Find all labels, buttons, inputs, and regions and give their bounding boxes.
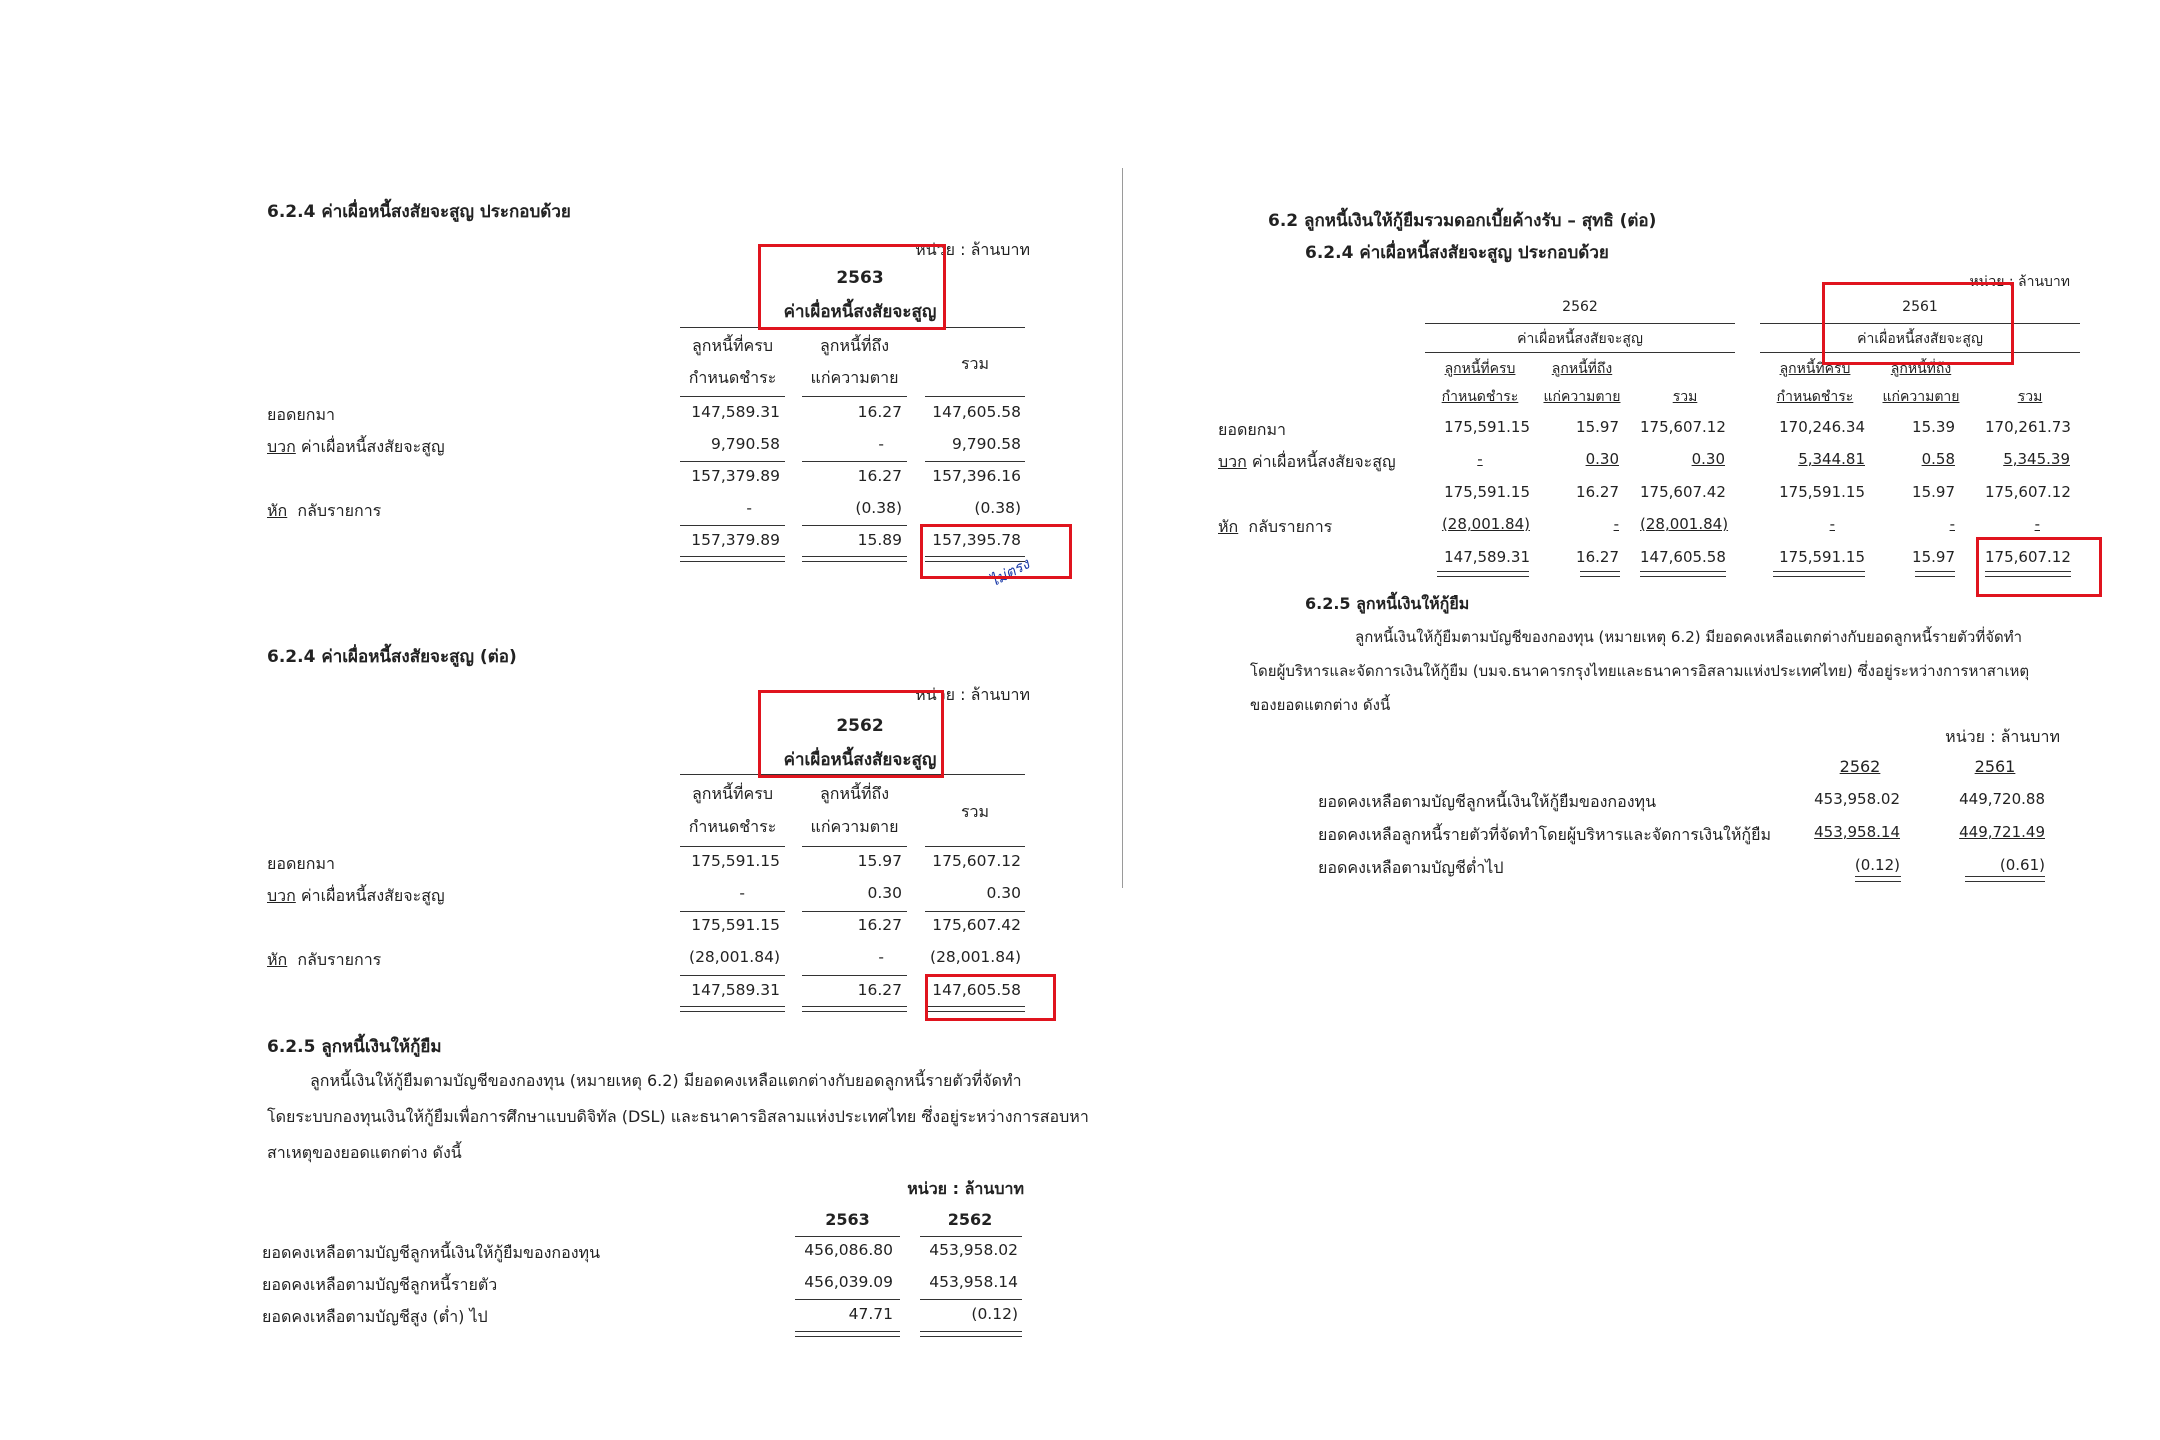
left-sec1-row3-c2: (0.38) bbox=[855, 499, 902, 517]
right-A-col3: รวม bbox=[1672, 389, 1698, 405]
left-sec3-row2-a: 47.71 bbox=[848, 1305, 893, 1323]
left-sec2-col1-line1: ลูกหนี้ที่ครบ bbox=[692, 784, 773, 803]
left-sec2-row1-label: บวก ค่าเผื่อหนี้สงสัยจะสูญ bbox=[267, 886, 445, 905]
left-sec1-heading: 6.2.4 ค่าเผื่อหนี้สงสัยจะสูญ ประกอบด้วย bbox=[267, 202, 571, 222]
right-sec3-row0-a: 453,958.02 bbox=[1814, 790, 1900, 808]
right-sec3-row2-label: ยอดคงเหลือตามบัญชีต่ำไป bbox=[1318, 858, 1504, 877]
right-row4-v4: 15.97 bbox=[1912, 548, 1955, 566]
right-sec3-unit: หน่วย : ล้านบาท bbox=[1945, 727, 2060, 746]
right-row2-v5: 175,607.12 bbox=[1985, 483, 2071, 501]
left-sec1-col2-line1: ลูกหนี้ที่ถึง bbox=[819, 336, 890, 355]
right-row1-v5: 5,345.39 bbox=[2003, 450, 2070, 468]
right-sec3-para-line3: ของยอดแตกต่าง ดังนี้ bbox=[1250, 696, 1391, 714]
left-sec3-row1-a: 456,039.09 bbox=[804, 1273, 893, 1291]
right-row1-label: บวก ค่าเผื่อหนี้สงสัยจะสูญ bbox=[1218, 452, 1396, 471]
right-B-col1-line1: ลูกหนี้ที่ครบ bbox=[1779, 361, 1851, 377]
right-sec3-para-line2: โดยผู้บริหารและจัดการเงินให้กู้ยืม (บมจ.ธนาคารกรุงไทยและธนาคารอิสลามแห่งประเทศไทย) ซึ่งอยู่ระหว่างการหาสาเหตุ bbox=[1250, 662, 2030, 680]
right-row2-v4: 15.97 bbox=[1912, 483, 1955, 501]
right-row1-v2: 0.30 bbox=[1691, 450, 1725, 468]
left-sec1-year: 2563 bbox=[836, 268, 884, 288]
right-row0-v5: 170,261.73 bbox=[1985, 418, 2071, 436]
right-sec3-row0-label: ยอดคงเหลือตามบัญชีลูกหนี้เงินให้กู้ยืมของกองทุน bbox=[1318, 792, 1657, 811]
right-sec3-year1: 2562 bbox=[1839, 757, 1881, 776]
right-row4-v5: 175,607.12 bbox=[1985, 548, 2071, 566]
left-sec2-row0-c1: 175,591.15 bbox=[691, 852, 780, 870]
right-B-col2-line1: ลูกหนี้ที่ถึง bbox=[1890, 361, 1952, 377]
right-groupA: ค่าเผื่อหนี้สงสัยจะสูญ bbox=[1517, 331, 1643, 347]
right-row0-v4: 15.39 bbox=[1912, 418, 1955, 436]
left-sec3-heading: 6.2.5 ลูกหนี้เงินให้กู้ยืม bbox=[267, 1037, 442, 1057]
right-row0-v3: 170,246.34 bbox=[1779, 418, 1865, 436]
left-sec2-heading: 6.2.4 ค่าเผื่อหนี้สงสัยจะสูญ (ต่อ) bbox=[267, 647, 517, 667]
left-sec1-row4-c3: 157,395.78 bbox=[932, 531, 1021, 549]
left-sec1-row1-c1: 9,790.58 bbox=[710, 435, 780, 453]
right-row0-v1: 15.97 bbox=[1576, 418, 1619, 436]
right-row3-v4: - bbox=[1949, 515, 1955, 533]
left-sec2-col1-line2: กำหนดชำระ bbox=[688, 817, 777, 836]
left-sec2-row0-label: ยอดยกมา bbox=[267, 854, 335, 873]
left-sec1-row2-c3: 157,396.16 bbox=[932, 467, 1021, 485]
left-sec3-row0-a: 456,086.80 bbox=[804, 1241, 893, 1259]
left-sec3-unit: หน่วย : ล้านบาท bbox=[907, 1179, 1024, 1198]
highlight-box-total-2562 bbox=[925, 974, 1056, 1021]
right-row3-v3: - bbox=[1829, 515, 1835, 533]
left-sec1-row1-label: บวก ค่าเผื่อหนี้สงสัยจะสูญ bbox=[267, 437, 445, 456]
right-sec3-row2-a: (0.12) bbox=[1854, 856, 1900, 874]
right-row1-v1: 0.30 bbox=[1585, 450, 1619, 468]
left-sec3-row1-label: ยอดคงเหลือตามบัญชีลูกหนี้รายตัว bbox=[262, 1275, 498, 1294]
right-heading-1: 6.2 ลูกหนี้เงินให้กู้ยืมรวมดอกเบี้ยค้างรับ – สุทธิ (ต่อ) bbox=[1268, 211, 1657, 231]
right-sec3-heading: 6.2.5 ลูกหนี้เงินให้กู้ยืม bbox=[1305, 594, 1470, 613]
left-sec2-row1-c2: 0.30 bbox=[867, 884, 902, 902]
page-divider bbox=[1122, 168, 1123, 888]
left-sec3-year2: 2562 bbox=[947, 1210, 993, 1229]
highlight-box-2561 bbox=[1822, 282, 2014, 365]
left-sec3-row0-b: 453,958.02 bbox=[929, 1241, 1018, 1259]
right-row3-v2: (28,001.84) bbox=[1640, 515, 1729, 533]
left-sec1-row0-c1: 147,589.31 bbox=[691, 403, 780, 421]
left-sec2-row3-label: หัก กลับรายการ bbox=[267, 950, 382, 969]
right-row1-v3: 5,344.81 bbox=[1798, 450, 1865, 468]
right-row2-v3: 175,591.15 bbox=[1779, 483, 1865, 501]
right-row1-v0: - bbox=[1477, 450, 1483, 468]
left-sec2-row4-c3: 147,605.58 bbox=[932, 981, 1021, 999]
right-A-col1-line1: ลูกหนี้ที่ครบ bbox=[1444, 361, 1516, 377]
left-sec1-col3: รวม bbox=[960, 354, 990, 373]
left-sec2-col3: รวม bbox=[960, 802, 990, 821]
highlight-box-total-2563 bbox=[920, 524, 1072, 579]
right-yearA: 2562 bbox=[1562, 299, 1598, 315]
right-row4-v0: 147,589.31 bbox=[1444, 548, 1530, 566]
right-sec3-year2: 2561 bbox=[1974, 757, 2016, 776]
left-sec3-para-line2: โดยระบบกองทุนเงินให้กู้ยืมเพื่อการศึกษาแบบดิจิทัล (DSL) และธนาคารอิสลามแห่งประเทศไทย ซึ่งอยู่ระหว่างการสอบหา bbox=[267, 1107, 1089, 1126]
right-A-col2-line1: ลูกหนี้ที่ถึง bbox=[1551, 361, 1613, 377]
right-A-col1-line2: กำหนดชำระ bbox=[1441, 389, 1519, 405]
left-sec3-row2-b: (0.12) bbox=[971, 1305, 1018, 1323]
left-sec1-row4-c1: 157,379.89 bbox=[691, 531, 780, 549]
left-sec3-row1-b: 453,958.14 bbox=[929, 1273, 1018, 1291]
right-row0-v2: 175,607.12 bbox=[1640, 418, 1726, 436]
left-sec2-unit: หน่วย : ล้านบาท bbox=[915, 685, 1030, 704]
right-row0-label: ยอดยกมา bbox=[1218, 420, 1286, 439]
left-sec1-row1-c2: - bbox=[878, 435, 884, 453]
right-groupB: ค่าเผื่อหนี้สงสัยจะสูญ bbox=[1857, 331, 1983, 347]
highlight-box-2562 bbox=[758, 690, 944, 778]
right-row4-v1: 16.27 bbox=[1576, 548, 1619, 566]
left-sec1-col1-line2: กำหนดชำระ bbox=[688, 368, 777, 387]
left-sec3-para-line1: ลูกหนี้เงินให้กู้ยืมตามบัญชีของกองทุน (หมายเหตุ 6.2) มียอดคงเหลือแตกต่างกับยอดลูกหนี้รายตัวที่จัดทำ bbox=[310, 1071, 1022, 1090]
left-sec3-para-line3: สาเหตุของยอดแตกต่าง ดังนี้ bbox=[267, 1143, 462, 1162]
left-sec2-col2-line2: แก่ความตาย bbox=[810, 817, 899, 836]
right-row3-v0: (28,001.84) bbox=[1441, 515, 1530, 533]
left-sec1-row3-c3: (0.38) bbox=[974, 499, 1021, 517]
right-sec3-row2-b: (0.61) bbox=[1999, 856, 2045, 874]
left-sec3-year1: 2563 bbox=[825, 1210, 870, 1229]
left-sec1-row2-c2: 16.27 bbox=[857, 467, 902, 485]
right-row1-v4: 0.58 bbox=[1921, 450, 1955, 468]
left-sec2-row1-c3: 0.30 bbox=[986, 884, 1021, 902]
left-sec1-row1-c3: 9,790.58 bbox=[951, 435, 1021, 453]
right-row3-v1: - bbox=[1613, 515, 1619, 533]
highlight-box-total-2561 bbox=[1976, 537, 2102, 597]
left-sec2-group: ค่าเผื่อหนี้สงสัยจะสูญ bbox=[783, 750, 937, 770]
left-sec2-row1-c1: - bbox=[739, 884, 745, 902]
right-row3-label: หัก กลับรายการ bbox=[1218, 517, 1333, 536]
right-sec3-para-line1: ลูกหนี้เงินให้กู้ยืมตามบัญชีของกองทุน (หมายเหตุ 6.2) มียอดคงเหลือแตกต่างกับยอดลูกหนี้รายตัวที่จัดทำ bbox=[1355, 628, 2023, 646]
right-row2-v1: 16.27 bbox=[1576, 483, 1619, 501]
left-sec3-row0-label: ยอดคงเหลือตามบัญชีลูกหนี้เงินให้กู้ยืมของกองทุน bbox=[262, 1243, 601, 1262]
right-row0-v0: 175,591.15 bbox=[1444, 418, 1530, 436]
right-B-col2-line2: แก่ความตาย bbox=[1882, 389, 1960, 405]
left-sec1-row3-c1: - bbox=[746, 499, 752, 517]
left-sec1-row4-c2: 15.89 bbox=[857, 531, 902, 549]
right-sec3-row1-b: 449,721.49 bbox=[1959, 823, 2045, 841]
right-sec3-row1-label: ยอดคงเหลือลูกหนี้รายตัวที่จัดทำโดยผู้บริหารและจัดการเงินให้กู้ยืม bbox=[1318, 825, 1772, 844]
left-sec1-row0-c2: 16.27 bbox=[857, 403, 902, 421]
left-sec2-row0-c2: 15.97 bbox=[857, 852, 902, 870]
right-row3-v5: - bbox=[2034, 515, 2040, 533]
left-sec2-row4-c1: 147,589.31 bbox=[691, 981, 780, 999]
left-sec2-row2-c3: 175,607.42 bbox=[932, 916, 1021, 934]
right-sec3-row1-a: 453,958.14 bbox=[1814, 823, 1900, 841]
left-sec1-group: ค่าเผื่อหนี้สงสัยจะสูญ bbox=[783, 302, 937, 322]
right-yearB: 2561 bbox=[1902, 299, 1938, 315]
highlight-box-2563 bbox=[758, 244, 946, 330]
left-sec2-row3-c2: - bbox=[878, 948, 884, 966]
handwritten-annotation: ไม่ตรง bbox=[986, 554, 1033, 591]
right-row4-v2: 147,605.58 bbox=[1640, 548, 1726, 566]
left-sec1-col1-line1: ลูกหนี้ที่ครบ bbox=[692, 336, 773, 355]
left-sec1-col2-line2: แก่ความตาย bbox=[810, 368, 899, 387]
right-row4-v3: 175,591.15 bbox=[1779, 548, 1865, 566]
right-B-col1-line2: กำหนดชำระ bbox=[1776, 389, 1854, 405]
right-B-col3: รวม bbox=[2017, 389, 2043, 405]
right-A-col2-line2: แก่ความตาย bbox=[1543, 389, 1621, 405]
left-sec2-row2-c2: 16.27 bbox=[857, 916, 902, 934]
left-sec1-row0-label: ยอดยกมา bbox=[267, 405, 335, 424]
right-heading-2: 6.2.4 ค่าเผื่อหนี้สงสัยจะสูญ ประกอบด้วย bbox=[1305, 243, 1609, 263]
left-sec1-unit: หน่วย : ล้านบาท bbox=[915, 240, 1030, 259]
left-sec2-row3-c3: (28,001.84) bbox=[930, 948, 1021, 966]
left-sec2-row4-c2: 16.27 bbox=[857, 981, 902, 999]
left-sec3-row2-label: ยอดคงเหลือตามบัญชีสูง (ต่ำ) ไป bbox=[262, 1307, 488, 1326]
left-sec1-row0-c3: 147,605.58 bbox=[932, 403, 1021, 421]
left-sec2-row3-c1: (28,001.84) bbox=[689, 948, 780, 966]
left-sec1-row2-c1: 157,379.89 bbox=[691, 467, 780, 485]
left-sec1-row3-label: หัก กลับรายการ bbox=[267, 501, 382, 520]
right-row2-v2: 175,607.42 bbox=[1640, 483, 1726, 501]
left-sec2-col2-line1: ลูกหนี้ที่ถึง bbox=[819, 784, 890, 803]
right-unit: หน่วย : ล้านบาท bbox=[1969, 274, 2070, 290]
left-sec2-row2-c1: 175,591.15 bbox=[691, 916, 780, 934]
right-sec3-row0-b: 449,720.88 bbox=[1959, 790, 2045, 808]
right-row2-v0: 175,591.15 bbox=[1444, 483, 1530, 501]
left-sec2-year: 2562 bbox=[836, 716, 884, 736]
left-sec2-row0-c3: 175,607.12 bbox=[932, 852, 1021, 870]
